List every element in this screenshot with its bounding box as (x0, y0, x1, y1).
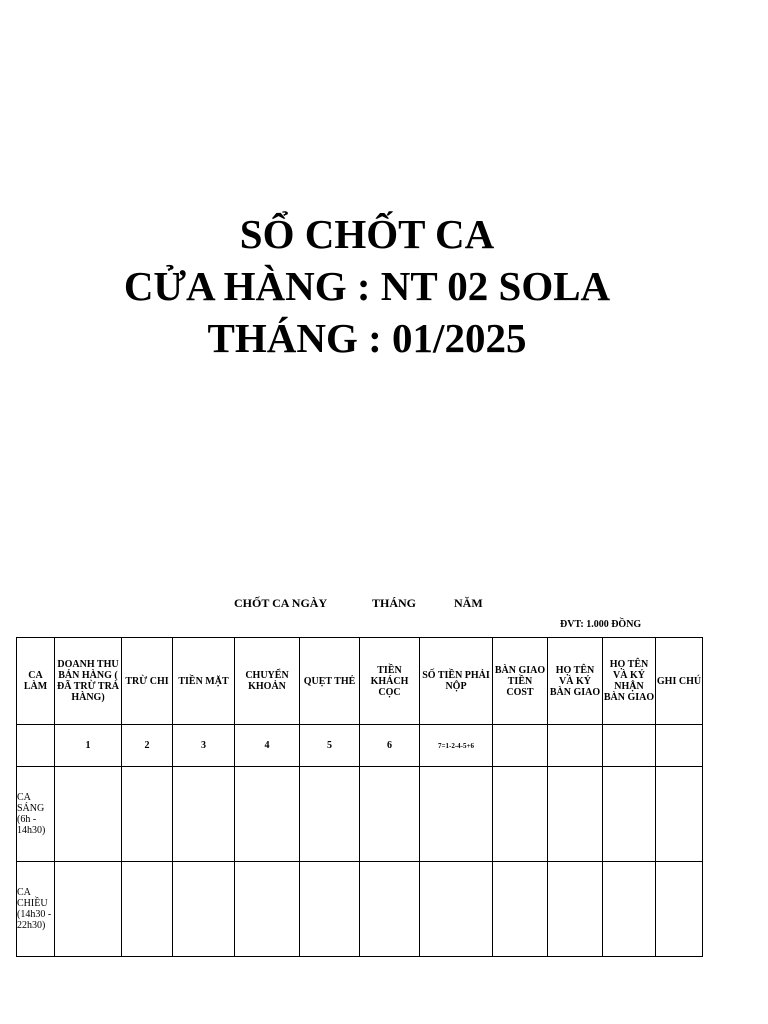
header-card: QUẸT THẺ (300, 638, 360, 725)
number-cell (656, 725, 703, 767)
title-main: SỔ CHỐT CA (239, 211, 495, 257)
column-number-row (17, 725, 703, 767)
revenue-cell[interactable] (55, 862, 122, 957)
cash-cell[interactable] (173, 862, 235, 957)
card-cell[interactable] (300, 767, 360, 862)
header-revenue: DOANH THU BÁN HÀNG ( ĐÃ TRỪ TRẢ HÀNG) (55, 638, 122, 725)
receiver-signature-cell[interactable] (603, 767, 656, 862)
number-cell (603, 725, 656, 767)
header-row (17, 638, 703, 725)
number-cell: 2 (122, 725, 173, 767)
deposit-cell[interactable] (360, 767, 420, 862)
cash-cell[interactable] (173, 767, 235, 862)
number-cell: 5 (300, 725, 360, 767)
afternoon-shift-row (17, 862, 703, 957)
transfer-cell[interactable] (235, 767, 300, 862)
number-cell (493, 725, 548, 767)
closing-month-label: THÁNG (372, 596, 417, 610)
header-receiver-signature: HỌ TÊN VÀ KÝ NHẬN BÀN GIAO (603, 638, 656, 725)
closing-day-label: CHỐT CA NGÀY (234, 596, 328, 610)
header-transfer: CHUYỂN KHOẢN (235, 638, 300, 725)
number-cell (548, 725, 603, 767)
amount-due-cell[interactable] (420, 767, 493, 862)
deposit-cell[interactable] (360, 862, 420, 957)
unit-label: ĐVT: 1.000 ĐỒNG (560, 619, 642, 630)
title-month: THÁNG : 01/2025 (207, 315, 527, 361)
formula-cell: 7=1-2-4-5+6 (420, 725, 493, 767)
shift-closing-table (16, 637, 703, 957)
title-store: CỬA HÀNG : NT 02 SOLA (123, 263, 611, 309)
header-handover-signature: HỌ TÊN VÀ KÝ BÀN GIAO (548, 638, 603, 725)
handover-signature-cell[interactable] (548, 862, 603, 957)
morning-shift-row (17, 767, 703, 862)
handover-cost-cell[interactable] (493, 862, 548, 957)
card-cell[interactable] (300, 862, 360, 957)
number-cell: 4 (235, 725, 300, 767)
amount-due-cell[interactable] (420, 862, 493, 957)
number-cell: 1 (55, 725, 122, 767)
number-cell: 3 (173, 725, 235, 767)
closing-year-label: NĂM (454, 596, 483, 610)
header-amount-due: SỐ TIỀN PHẢI NỘP (420, 638, 493, 725)
expenses-cell[interactable] (122, 767, 173, 862)
document-title (0, 208, 734, 364)
shift-label: CA SÁNG (6h - 14h30) (17, 767, 55, 862)
closing-date-line (0, 596, 768, 612)
revenue-cell[interactable] (55, 767, 122, 862)
header-deposit: TIỀN KHÁCH CỌC (360, 638, 420, 725)
header-notes: GHI CHÚ (656, 638, 703, 725)
header-expenses: TRỪ CHI (122, 638, 173, 725)
header-cash: TIỀN MẶT (173, 638, 235, 725)
header-shift: CA LÀM (17, 638, 55, 725)
header-handover-cost: BÀN GIAO TIỀN COST (493, 638, 548, 725)
receiver-signature-cell[interactable] (603, 862, 656, 957)
transfer-cell[interactable] (235, 862, 300, 957)
handover-signature-cell[interactable] (548, 767, 603, 862)
notes-cell[interactable] (656, 862, 703, 957)
number-cell (17, 725, 55, 767)
shift-label: CA CHIỀU (14h30 - 22h30) (17, 862, 55, 957)
handover-cost-cell[interactable] (493, 767, 548, 862)
notes-cell[interactable] (656, 767, 703, 862)
expenses-cell[interactable] (122, 862, 173, 957)
number-cell: 6 (360, 725, 420, 767)
